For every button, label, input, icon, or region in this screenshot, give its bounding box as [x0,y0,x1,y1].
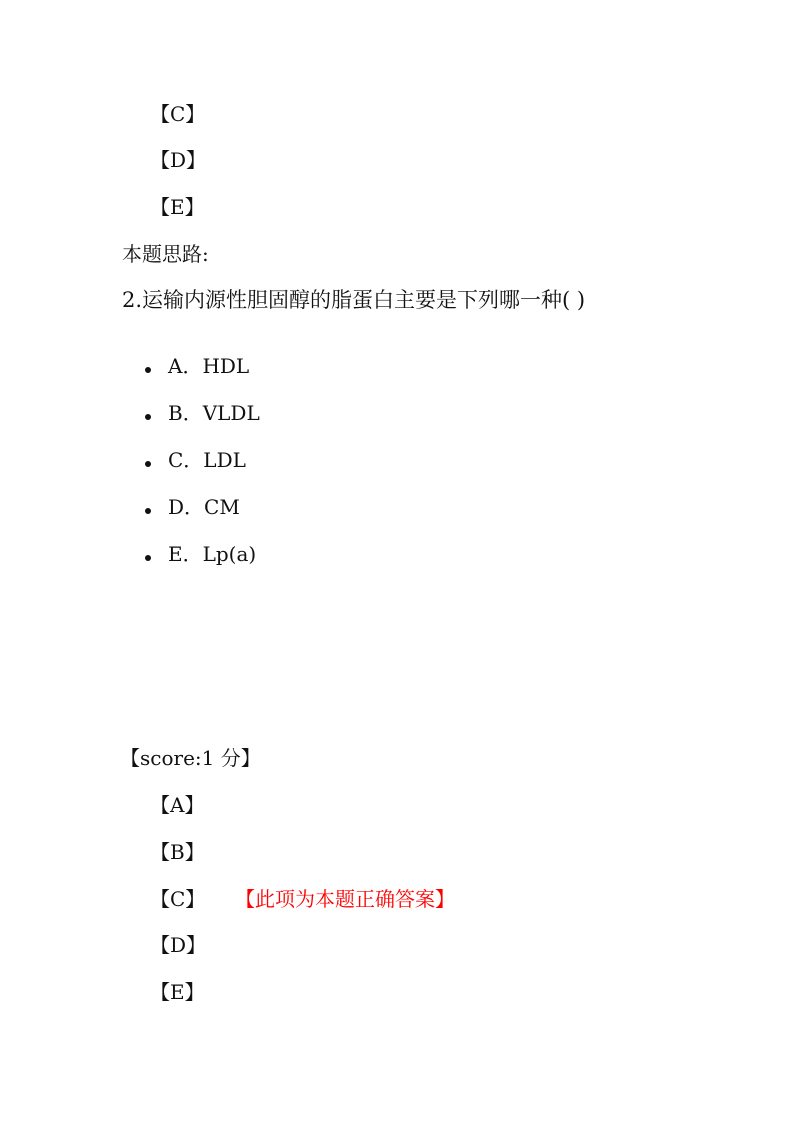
prev-option-e: 【E】 [150,195,205,219]
bullet-icon [145,367,151,373]
answer-option-c: 【C】 [150,887,206,911]
answer-option-e: 【E】 [150,980,205,1004]
choice-c-label: C．LDL [168,448,246,472]
bullet-icon [145,508,151,514]
bullet-icon [145,555,151,561]
score-label: 【score:1 分】 [120,746,261,770]
choice-d [145,497,240,517]
question-text: 2.运输内源性胆固醇的脂蛋白主要是下列哪一种( ) [122,288,586,312]
choice-e [145,544,256,564]
choice-e-label: E．Lp(a) [168,542,257,566]
analysis-label: 本题思路: [122,242,209,266]
answer-option-d: 【D】 [150,933,207,957]
prev-option-c: 【C】 [150,102,206,126]
answer-option-a: 【A】 [150,793,205,817]
prev-option-d: 【D】 [150,148,207,172]
correct-answer-marker: 【此项为本题正确答案】 [235,887,455,911]
choice-b [145,403,260,423]
choice-a [145,356,249,376]
choice-b-label: B．VLDL [168,401,260,425]
bullet-icon [145,461,151,467]
choice-a-label: A．HDL [168,354,250,378]
choice-d-label: D．CM [168,495,240,519]
bullet-icon [145,414,151,420]
choice-c [145,450,246,470]
answer-option-b: 【B】 [150,840,205,864]
